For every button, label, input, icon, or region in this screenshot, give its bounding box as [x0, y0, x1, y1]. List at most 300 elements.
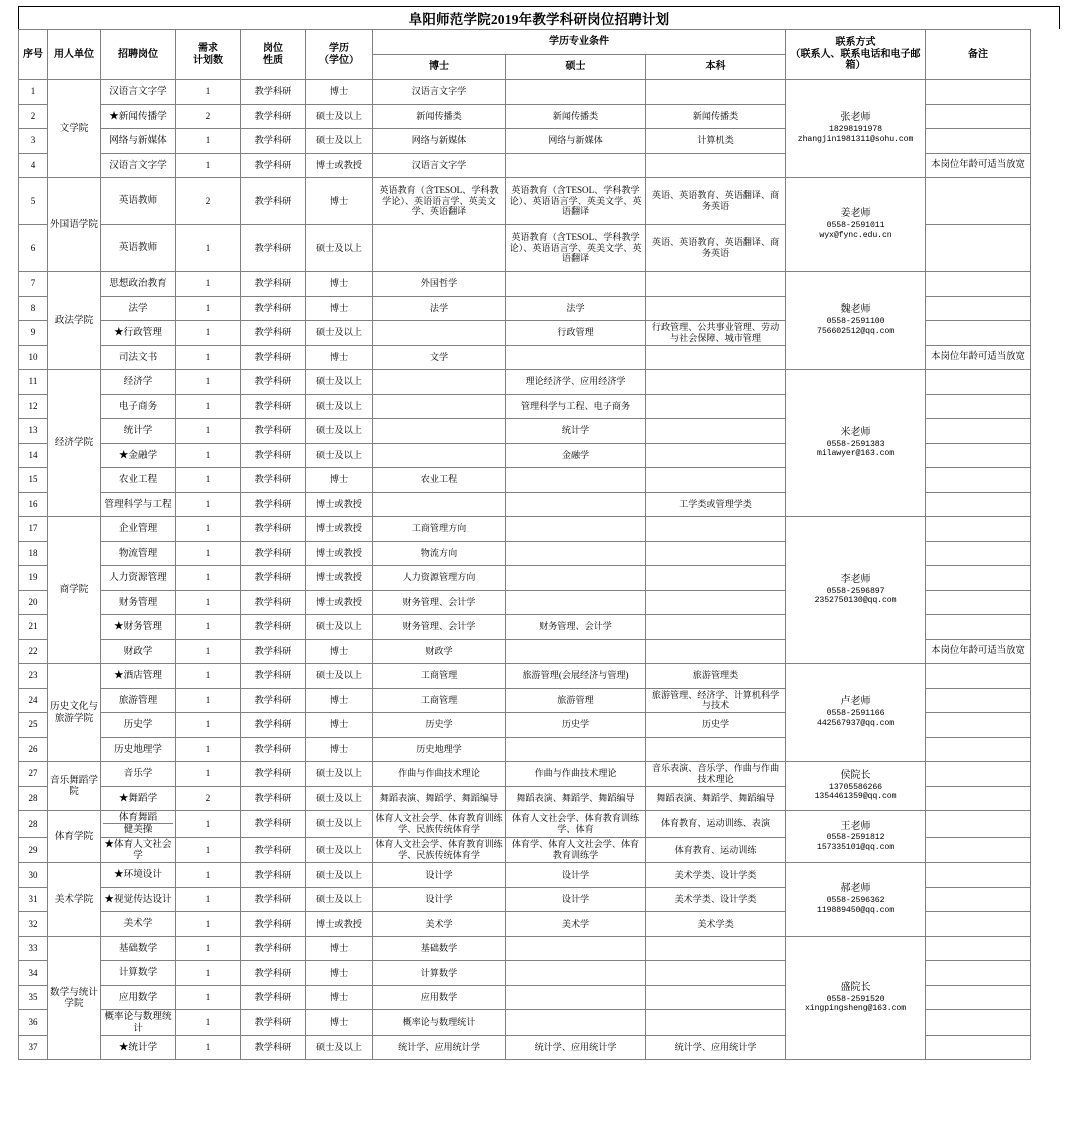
- cell-seq: 14: [19, 443, 48, 468]
- cell-plan-count: 1: [176, 1035, 241, 1060]
- cell-post-nature: 教学科研: [241, 1035, 306, 1060]
- contact-name: 盛院长: [840, 981, 871, 993]
- cell-remark: [926, 272, 1031, 297]
- cell-major-bachelor: [646, 394, 786, 419]
- cell-post-nature: 教学科研: [241, 737, 306, 762]
- cell-education: 博士或教授: [306, 541, 373, 566]
- cell-education: 硕士及以上: [306, 786, 373, 811]
- cell-post: [101, 811, 176, 838]
- cell-remark: [926, 590, 1031, 615]
- cell-major-bachelor: [646, 615, 786, 640]
- cell-post-nature: 教学科研: [241, 492, 306, 517]
- cell-contact: [786, 762, 926, 811]
- cell-education: 博士: [306, 272, 373, 297]
- cell-contact: [786, 370, 926, 517]
- cell-major-bachelor: [646, 590, 786, 615]
- cell-post: 美术学: [101, 912, 176, 937]
- cell-remark: [926, 492, 1031, 517]
- cell-seq: 33: [19, 936, 48, 961]
- cell-post-nature: 教学科研: [241, 129, 306, 154]
- cell-major-bachelor: [646, 517, 786, 542]
- cell-post: ★财务管理: [101, 615, 176, 640]
- cell-major-master: [506, 272, 646, 297]
- cell-seq: 26: [19, 737, 48, 762]
- cell-post-nature: 教学科研: [241, 443, 306, 468]
- cell-major-master: [506, 936, 646, 961]
- cell-plan-count: 1: [176, 713, 241, 738]
- cell-major-bachelor: [646, 737, 786, 762]
- cell-plan-count: 1: [176, 566, 241, 591]
- cell-major-doctor: 财政学: [373, 639, 506, 664]
- cell-post: 司法文书: [101, 345, 176, 370]
- contact-phone: 0558-2591100: [826, 317, 885, 327]
- contact-phone: 0558-2591520: [826, 994, 885, 1004]
- cell-plan-count: 1: [176, 863, 241, 888]
- cell-remark: [926, 737, 1031, 762]
- cell-major-master: 舞蹈表演、舞蹈学、舞蹈编导: [506, 786, 646, 811]
- cell-major-bachelor: 新闻传播类: [646, 104, 786, 129]
- cell-major-master: 旅游管理: [506, 688, 646, 713]
- cell-remark: 本岗位年龄可适当放宽: [926, 639, 1031, 664]
- contact-phone: 13705586266: [829, 782, 882, 792]
- cell-plan-count: 1: [176, 468, 241, 493]
- cell-major-bachelor: [646, 961, 786, 986]
- cell-post: 旅游管理: [101, 688, 176, 713]
- cell-remark: [926, 936, 1031, 961]
- cell-plan-count: 1: [176, 615, 241, 640]
- cell-remark: 本岗位年龄可适当放宽: [926, 345, 1031, 370]
- cell-remark: [926, 443, 1031, 468]
- cell-major-master: [506, 345, 646, 370]
- cell-post-nature: 教学科研: [241, 296, 306, 321]
- cell-education: 硕士及以上: [306, 394, 373, 419]
- contact-email: milawyer@163.com: [817, 449, 895, 459]
- cell-major-master: [506, 590, 646, 615]
- cell-plan-count: 1: [176, 517, 241, 542]
- cell-education: 硕士及以上: [306, 104, 373, 129]
- cell-major-master: 新闻传播类: [506, 104, 646, 129]
- cell-education: 硕士及以上: [306, 443, 373, 468]
- cell-remark: [926, 370, 1031, 395]
- cell-post-nature: 教学科研: [241, 272, 306, 297]
- cell-major-bachelor: 工学类或管理学类: [646, 492, 786, 517]
- cell-education: 硕士及以上: [306, 664, 373, 689]
- cell-remark: [926, 786, 1031, 811]
- contact-name: 姜老师: [840, 208, 871, 220]
- cell-major-doctor: [373, 419, 506, 444]
- cell-remark: [926, 811, 1031, 838]
- cell-post: 网络与新媒体: [101, 129, 176, 154]
- contact-email: 157335101@qq.com: [817, 843, 895, 853]
- cell-education: 博士或教授: [306, 517, 373, 542]
- col-header-major-group: 学历专业条件: [373, 30, 786, 55]
- page-title: [18, 6, 1060, 29]
- cell-major-doctor: 网络与新媒体: [373, 129, 506, 154]
- cell-post-nature: 教学科研: [241, 837, 306, 863]
- cell-major-master: 法学: [506, 296, 646, 321]
- cell-major-bachelor: 英语、英语教育、英语翻译、商务英语: [646, 178, 786, 225]
- cell-post-nature: 教学科研: [241, 468, 306, 493]
- cell-major-bachelor: 计算机类: [646, 129, 786, 154]
- cell-education: 硕士及以上: [306, 129, 373, 154]
- cell-major-bachelor: 旅游管理、经济学、计算机科学与技术: [646, 688, 786, 713]
- cell-plan-count: 1: [176, 541, 241, 566]
- cell-remark: [926, 80, 1031, 105]
- cell-post: ★新闻传播学: [101, 104, 176, 129]
- contact-phone: 0558-2591812: [826, 833, 885, 843]
- cell-major-doctor: 外国哲学: [373, 272, 506, 297]
- cell-plan-count: 1: [176, 737, 241, 762]
- cell-seq: 11: [19, 370, 48, 395]
- cell-post-nature: 教学科研: [241, 713, 306, 738]
- cell-education: 硕士及以上: [306, 370, 373, 395]
- post-nature-line1: 岗位: [263, 42, 283, 54]
- cell-major-doctor: 舞蹈表演、舞蹈学、舞蹈编导: [373, 786, 506, 811]
- cell-remark: [926, 566, 1031, 591]
- col-header-post: 招聘岗位: [101, 30, 176, 80]
- cell-major-master: 体育学、体育人文社会学、体育教育训练学: [506, 837, 646, 863]
- cell-major-doctor: 设计学: [373, 887, 506, 912]
- cell-major-master: [506, 737, 646, 762]
- cell-major-master: [506, 985, 646, 1010]
- contact-name: 王老师: [840, 820, 871, 832]
- cell-post: 思想政治教育: [101, 272, 176, 297]
- cell-post-nature: 教学科研: [241, 762, 306, 787]
- cell-post: ★环境设计: [101, 863, 176, 888]
- cell-post-nature: 教学科研: [241, 615, 306, 640]
- cell-unit: 体育学院: [48, 811, 101, 863]
- cell-post-nature: 教学科研: [241, 394, 306, 419]
- cell-plan-count: 1: [176, 664, 241, 689]
- cell-major-bachelor: 统计学、应用统计学: [646, 1035, 786, 1060]
- cell-post: ★金融学: [101, 443, 176, 468]
- contact-name: 卢老师: [840, 696, 871, 708]
- cell-major-doctor: 体育人文社会学、体育教育训练学、民族传统体育学: [373, 811, 506, 838]
- cell-remark: [926, 541, 1031, 566]
- cell-remark: [926, 394, 1031, 419]
- cell-contact: [786, 936, 926, 1060]
- cell-major-master: [506, 468, 646, 493]
- cell-post-nature: 教学科研: [241, 419, 306, 444]
- cell-remark: [926, 1010, 1031, 1036]
- cell-plan-count: 1: [176, 1010, 241, 1036]
- cell-major-master: 金融学: [506, 443, 646, 468]
- col-header-unit: 用人单位: [48, 30, 101, 80]
- cell-remark: [926, 912, 1031, 937]
- header-row-1: [19, 30, 1031, 55]
- cell-seq: 15: [19, 468, 48, 493]
- cell-education: 硕士及以上: [306, 225, 373, 272]
- contact-email: wyx@fync.edu.cn: [819, 230, 892, 240]
- cell-major-bachelor: [646, 345, 786, 370]
- page-title-text: 阜阳师范学院2019年教学科研岗位招聘计划: [408, 12, 670, 27]
- cell-post: 历史学: [101, 713, 176, 738]
- cell-seq: 19: [19, 566, 48, 591]
- table-row: [19, 272, 1031, 297]
- cell-seq: 16: [19, 492, 48, 517]
- cell-major-bachelor: [646, 370, 786, 395]
- cell-seq: 4: [19, 153, 48, 178]
- cell-seq: 23: [19, 664, 48, 689]
- cell-plan-count: 1: [176, 419, 241, 444]
- cell-post-nature: 教学科研: [241, 786, 306, 811]
- cell-major-doctor: 财务管理、会计学: [373, 615, 506, 640]
- cell-major-master: 体育人文社会学、体育教育训练学、体育: [506, 811, 646, 838]
- cell-unit: 文学院: [48, 80, 101, 178]
- post-nature-line2: 性质: [263, 54, 283, 66]
- cell-major-master: 英语教育（含TESOL、学科教学论）、英语语言学、英美文学、英语翻译: [506, 225, 646, 272]
- cell-major-master: [506, 517, 646, 542]
- cell-seq: 25: [19, 713, 48, 738]
- cell-major-master: [506, 80, 646, 105]
- cell-major-bachelor: [646, 468, 786, 493]
- cell-plan-count: 1: [176, 394, 241, 419]
- cell-seq: 18: [19, 541, 48, 566]
- cell-post-nature: 教学科研: [241, 887, 306, 912]
- cell-plan-count: 1: [176, 272, 241, 297]
- cell-post: 基础数学: [101, 936, 176, 961]
- col-header-remark: 备注: [926, 30, 1031, 80]
- cell-seq: 31: [19, 887, 48, 912]
- contact-phone: 18298191978: [829, 125, 882, 135]
- cell-post-nature: 教学科研: [241, 811, 306, 838]
- cell-remark: [926, 887, 1031, 912]
- cell-unit: 政法学院: [48, 272, 101, 370]
- recruitment-plan-table: [18, 29, 1031, 1060]
- cell-post: 财政学: [101, 639, 176, 664]
- cell-major-doctor: [373, 394, 506, 419]
- cell-plan-count: 2: [176, 786, 241, 811]
- cell-major-doctor: [373, 492, 506, 517]
- cell-post: 统计学: [101, 419, 176, 444]
- cell-remark: [926, 178, 1031, 225]
- cell-remark: [926, 863, 1031, 888]
- cell-plan-count: 1: [176, 153, 241, 178]
- cell-seq: 12: [19, 394, 48, 419]
- contact-name: 张老师: [840, 112, 871, 124]
- cell-major-doctor: 设计学: [373, 863, 506, 888]
- cell-education: 硕士及以上: [306, 811, 373, 838]
- contact-line1: 联系方式: [835, 36, 876, 48]
- contact-email: 442567937@qq.com: [817, 718, 895, 728]
- cell-plan-count: 1: [176, 80, 241, 105]
- cell-seq: 9: [19, 321, 48, 346]
- cell-post-nature: 教学科研: [241, 517, 306, 542]
- plan-count-line1: 需求: [198, 42, 218, 54]
- cell-major-doctor: 基础数学: [373, 936, 506, 961]
- cell-education: 博士: [306, 961, 373, 986]
- cell-education: 硕士及以上: [306, 837, 373, 863]
- cell-major-bachelor: [646, 296, 786, 321]
- table-row: [19, 370, 1031, 395]
- cell-plan-count: 1: [176, 296, 241, 321]
- table-header: [19, 30, 1031, 80]
- cell-post-nature: 教学科研: [241, 863, 306, 888]
- cell-education: 博士: [306, 737, 373, 762]
- cell-post-line2: 健美操: [123, 824, 153, 836]
- cell-education: 硕士及以上: [306, 419, 373, 444]
- cell-post: 英语教师: [101, 178, 176, 225]
- cell-remark: [926, 837, 1031, 863]
- cell-remark: [926, 468, 1031, 493]
- cell-post-nature: 教学科研: [241, 664, 306, 689]
- cell-plan-count: 1: [176, 936, 241, 961]
- cell-major-bachelor: [646, 566, 786, 591]
- cell-plan-count: 1: [176, 688, 241, 713]
- cell-unit: 美术学院: [48, 863, 101, 937]
- cell-major-master: 管理科学与工程、电子商务: [506, 394, 646, 419]
- cell-post-nature: 教学科研: [241, 1010, 306, 1036]
- table-row: [19, 80, 1031, 105]
- cell-major-bachelor: 美术学类、设计学类: [646, 887, 786, 912]
- cell-seq: 28: [19, 811, 48, 838]
- col-header-bachelor: 本科: [646, 55, 786, 80]
- cell-seq: 21: [19, 615, 48, 640]
- cell-education: 博士: [306, 80, 373, 105]
- cell-education: 博士或教授: [306, 590, 373, 615]
- cell-education: 博士或教授: [306, 492, 373, 517]
- cell-contact: [786, 178, 926, 272]
- cell-education: 硕士及以上: [306, 321, 373, 346]
- cell-remark: [926, 985, 1031, 1010]
- cell-seq: 28: [19, 786, 48, 811]
- cell-remark: [926, 664, 1031, 689]
- cell-post-nature: 教学科研: [241, 370, 306, 395]
- cell-remark: [926, 762, 1031, 787]
- cell-major-doctor: [373, 443, 506, 468]
- cell-unit: 经济学院: [48, 370, 101, 517]
- cell-seq: 5: [19, 178, 48, 225]
- cell-post-nature: 教学科研: [241, 345, 306, 370]
- cell-major-master: 统计学、应用统计学: [506, 1035, 646, 1060]
- cell-major-bachelor: [646, 153, 786, 178]
- cell-education: 博士或教授: [306, 566, 373, 591]
- cell-education: 博士或教授: [306, 912, 373, 937]
- table-row: [19, 762, 1031, 787]
- cell-education: 博士或教授: [306, 153, 373, 178]
- cell-post: ★舞蹈学: [101, 786, 176, 811]
- cell-plan-count: 2: [176, 104, 241, 129]
- contact-name: 米老师: [840, 426, 871, 438]
- cell-seq: 1: [19, 80, 48, 105]
- cell-major-doctor: 工商管理: [373, 688, 506, 713]
- cell-remark: [926, 517, 1031, 542]
- cell-seq: 6: [19, 225, 48, 272]
- cell-remark: [926, 688, 1031, 713]
- cell-seq: 17: [19, 517, 48, 542]
- cell-post: 农业工程: [101, 468, 176, 493]
- cell-post: 电子商务: [101, 394, 176, 419]
- cell-remark: [926, 296, 1031, 321]
- cell-post-nature: 教学科研: [241, 566, 306, 591]
- cell-major-doctor: 历史学: [373, 713, 506, 738]
- cell-post-nature: 教学科研: [241, 541, 306, 566]
- cell-post-nature: 教学科研: [241, 80, 306, 105]
- contact-email: zhangjin1981311@sohu.com: [797, 134, 914, 144]
- cell-major-bachelor: [646, 985, 786, 1010]
- cell-major-bachelor: [646, 443, 786, 468]
- cell-education: 博士: [306, 468, 373, 493]
- cell-major-bachelor: [646, 80, 786, 105]
- cell-seq: 20: [19, 590, 48, 615]
- cell-plan-count: 1: [176, 912, 241, 937]
- cell-post: 法学: [101, 296, 176, 321]
- cell-major-doctor: 汉语言文字学: [373, 153, 506, 178]
- cell-major-bachelor: 体育教育、运动训练: [646, 837, 786, 863]
- cell-seq: 32: [19, 912, 48, 937]
- cell-post: 财务管理: [101, 590, 176, 615]
- cell-post: 经济学: [101, 370, 176, 395]
- cell-seq: 10: [19, 345, 48, 370]
- contact-name: 李老师: [840, 573, 871, 585]
- cell-education: 博士: [306, 985, 373, 1010]
- cell-post-nature: 教学科研: [241, 225, 306, 272]
- cell-remark: [926, 104, 1031, 129]
- cell-major-bachelor: [646, 1010, 786, 1036]
- cell-major-master: 美术学: [506, 912, 646, 937]
- cell-seq: 35: [19, 985, 48, 1010]
- cell-post-nature: 教学科研: [241, 961, 306, 986]
- cell-major-master: [506, 639, 646, 664]
- cell-post: 计算数学: [101, 961, 176, 986]
- cell-major-doctor: 历史地理学: [373, 737, 506, 762]
- cell-education: 硕士及以上: [306, 863, 373, 888]
- cell-major-master: 设计学: [506, 887, 646, 912]
- cell-post-nature: 教学科研: [241, 688, 306, 713]
- contact-phone: 0558-2591383: [826, 439, 885, 449]
- cell-major-doctor: 物流方向: [373, 541, 506, 566]
- cell-seq: 30: [19, 863, 48, 888]
- cell-major-bachelor: 舞蹈表演、舞蹈学、舞蹈编导: [646, 786, 786, 811]
- contact-email: 119889450@qq.com: [817, 905, 895, 915]
- cell-unit: 音乐舞蹈学院: [48, 762, 101, 811]
- col-header-doctor: 博士: [373, 55, 506, 80]
- cell-post-nature: 教学科研: [241, 985, 306, 1010]
- cell-post: ★行政管理: [101, 321, 176, 346]
- cell-post: 音乐学: [101, 762, 176, 787]
- table-row: [19, 936, 1031, 961]
- cell-major-master: 行政管理: [506, 321, 646, 346]
- cell-post: 管理科学与工程: [101, 492, 176, 517]
- cell-major-doctor: 新闻传播类: [373, 104, 506, 129]
- table-row: [19, 517, 1031, 542]
- cell-major-bachelor: 美术学类、设计学类: [646, 863, 786, 888]
- cell-post: 企业管理: [101, 517, 176, 542]
- contact-email: 756602512@qq.com: [817, 326, 895, 336]
- cell-major-master: 旅游管理(会展经济与管理): [506, 664, 646, 689]
- cell-major-bachelor: [646, 541, 786, 566]
- cell-major-master: [506, 541, 646, 566]
- cell-post-nature: 教学科研: [241, 153, 306, 178]
- contact-email: 1354461359@qq.com: [814, 792, 897, 802]
- cell-major-master: [506, 153, 646, 178]
- cell-post-nature: 教学科研: [241, 104, 306, 129]
- cell-plan-count: 2: [176, 178, 241, 225]
- cell-major-master: 英语教育（含TESOL、学科教学论）、英语语言学、英美文学、英语翻译: [506, 178, 646, 225]
- cell-education: 博士: [306, 178, 373, 225]
- cell-major-doctor: 体育人文社会学、体育教育训练学、民族传统体育学: [373, 837, 506, 863]
- cell-major-master: 理论经济学、应用经济学: [506, 370, 646, 395]
- cell-post: 历史地理学: [101, 737, 176, 762]
- cell-major-doctor: [373, 370, 506, 395]
- cell-major-master: [506, 961, 646, 986]
- table-row: [19, 664, 1031, 689]
- cell-seq: 2: [19, 104, 48, 129]
- cell-major-master: [506, 492, 646, 517]
- cell-major-doctor: [373, 321, 506, 346]
- cell-remark: 本岗位年龄可适当放宽: [926, 153, 1031, 178]
- cell-post: 概率论与数理统计: [101, 1010, 176, 1036]
